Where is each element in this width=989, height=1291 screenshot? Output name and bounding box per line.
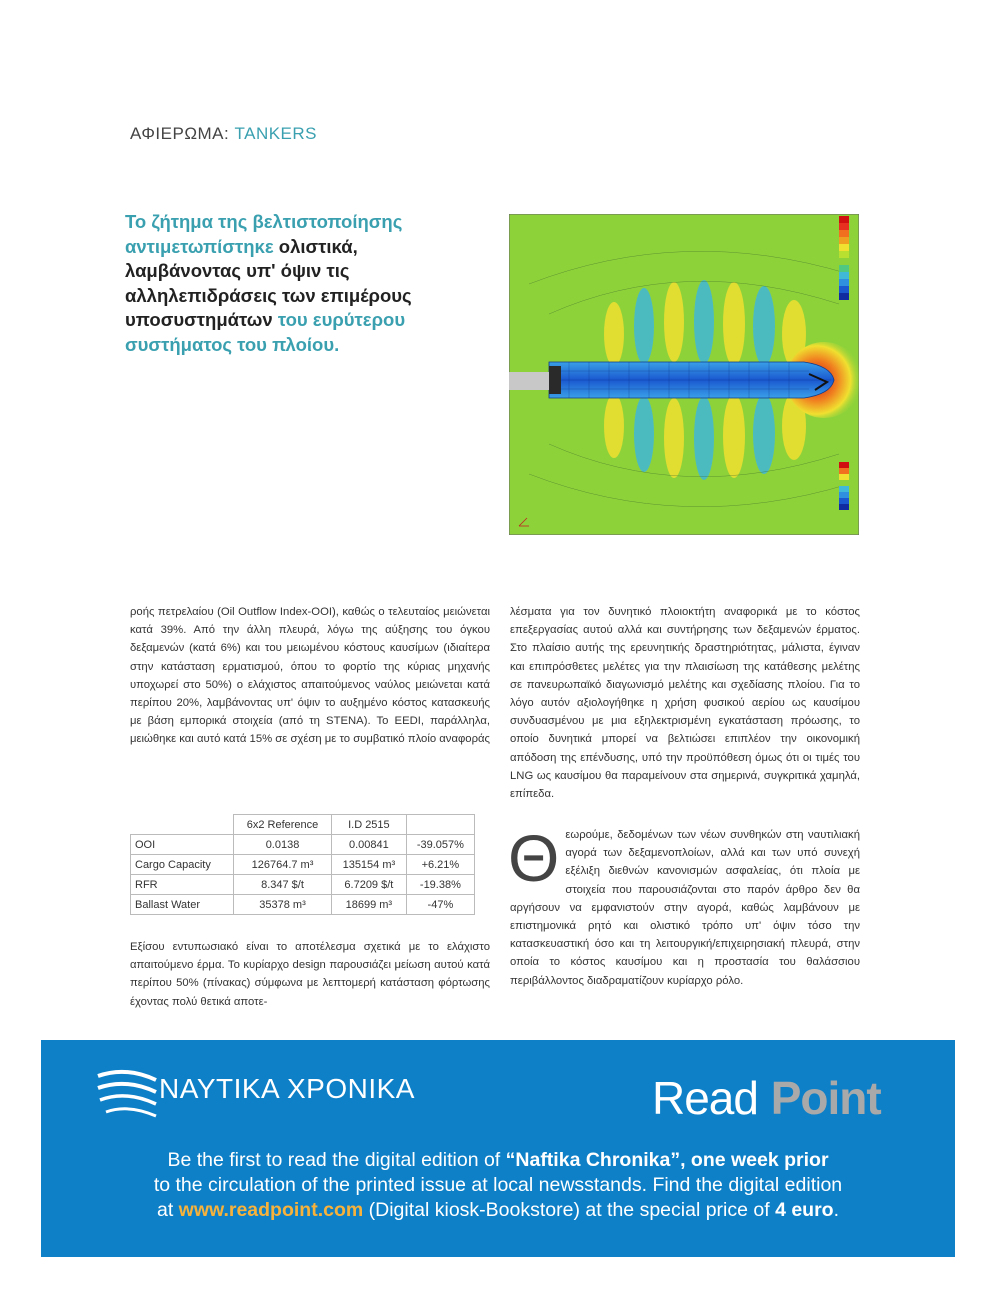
table-header-cell [131, 815, 234, 835]
table-header-cell: I.D 2515 [331, 815, 406, 835]
table-header-row [131, 815, 475, 835]
readpoint-banner[interactable] [41, 1040, 955, 1257]
pullquote-part1: Το ζήτημα της βελτιστοποίησης αντιμετωπίστηκε [125, 211, 403, 257]
pullquote [125, 210, 455, 357]
readpoint-link[interactable]: www.readpoint.com [178, 1199, 364, 1221]
body-paragraph: ροής πετρελαίου (Oil Outflow Index-OOI), καθώς ο τελευταίος μειώνεται κατά 39%. Από την άλλη πλευρά, λόγω της αύξησης του όγκου δεξαμενών (κατά 6%) και του μειωμένου κόστους καυσίμων (ιδιαίτερα στην κατάσταση ερματισμού, όπου το φορτίο της κύριας μηχανής υποχωρεί στο 50%) ο ελάχιστος απαιτούμενος ναύλος μειώνεται κατά περίπου 20%, λαμβάνοντας υπ' όψιν το αυξημένο κόστος κατασκευής με βάση εμπορικά στοιχεία (από τη STENA). Το EEDI, παράλληλα, μειώθηκε και αυτό κατά 15% σε σχέση με το συμβατικό πλοίο αναφοράς [130, 606, 490, 746]
table-row [131, 835, 475, 855]
section-topic: TANKERS [234, 124, 318, 143]
table-cell-label: OOI [131, 835, 234, 855]
section-label: ΑΦΙΕΡΩΜΑ: [130, 124, 230, 143]
brand-point: Point [770, 1072, 881, 1124]
body-paragraph: Εξίσου εντυπωσιακό είναι το αποτέλεσμα σχετικά με το ελάχιστο απαιτούμενο έρμα. Το κυρίαρχο design παρουσιάζει μείωση αυτού κατά περίπου 50% (πίνακας) σύμφωνα με λεπτομερή κατάσταση φόρτωσης έχοντας πολύ θετικά αποτε- [130, 941, 490, 1008]
table-cell: 126764.7 m³ [234, 855, 332, 875]
table-row [131, 875, 475, 895]
promo-line3b: (Digital kiosk-Bookstore) at the special price of [363, 1199, 776, 1221]
waves-logo-icon [96, 1062, 158, 1122]
promo-line3a: at [156, 1199, 179, 1221]
section-tag [130, 124, 317, 144]
table-header-cell: 6x2 Reference [234, 815, 332, 835]
table-cell: 135154 m³ [331, 855, 406, 875]
table-cell: -47% [406, 895, 474, 915]
brand-read: Read [652, 1072, 758, 1124]
table-cell: +6.21% [406, 855, 474, 875]
table-cell: 6.7209 $/t [331, 875, 406, 895]
table-cell-label: Cargo Capacity [131, 855, 234, 875]
pullquote-part3: του ευρύτερου συστήματος του πλοίου. [125, 309, 406, 355]
body-paragraph: λέσματα για τον δυνητικό πλοιοκτήτη αναφορικά με το κόστος επεξεργασίας αυτού αλλά και συντήρησης των δεξαμενών έρματος. Στο πλαίσιο αυτής της ερευνητικής δραστηριότητας, μάλιστα, έγιναν και επιπρόσθετες μελέτες για την πλαισίωση της κατάθεσης μελέτης σε πανευρωπαϊκό διαγωνισμό μελέτης και σχεδίασης πλοίου. Για το λόγο αυτόν αξιολογήθηκε η χρήση φυσικού αερίου ως καυσίμου συνδυασμένου με μια εξηλεκτρισμένη εγκατάσταση πρόωσης, το οποίο δυνητικά μπορεί να βελτιώσει επιπλέον την οικονομική απόδοση της επένδυσης, υπό την προϋπόθεση όμως ότι οι τιμές του LNG ως καυσίμου θα παραμείνουν στα σημερινά, συγκριτικά χαμηλά, επίπεδα. [510, 606, 860, 801]
cfd-wave-figure [509, 214, 859, 535]
promo-line1b: “Naftika Chronika”, one week prior [505, 1149, 829, 1171]
logo-text: ΝΑΥΤΙΚΑ ΧΡΟΝΙΚΑ [159, 1073, 415, 1104]
table-cell-label: RFR [131, 875, 234, 895]
table-cell: 18699 m³ [331, 895, 406, 915]
table-cell: 0.0138 [234, 835, 332, 855]
table-cell: 35378 m³ [234, 895, 332, 915]
table-cell: -19.38% [406, 875, 474, 895]
table-cell: -39.057% [406, 835, 474, 855]
table-cell: 8.347 $/t [234, 875, 332, 895]
table-header-cell [406, 815, 474, 835]
body-right-column-top [510, 603, 860, 803]
promo-text [41, 1148, 955, 1223]
naftika-chronika-logo [96, 1062, 446, 1122]
table-row [131, 895, 475, 915]
table-cell: 0.00841 [331, 835, 406, 855]
promo-line1a: Be the first to read the digital edition of [167, 1149, 506, 1171]
body-left-column-bottom [130, 938, 490, 1011]
body-paragraph: εωρούμε, δεδομένων των νέων συνθηκών στη ναυτιλιακή αγορά των δεξαμενοπλοίων, αλλά και των υπό συνεχή εξέλιξη διεθνών κανονισμών ασφαλείας, ότι πλοία με στοιχεία που παρουσιάζονται στο παρόν άρθρο δεν θα αργήσουν να εμφανιστούν στην αγορά, καθώς λαμβάνουν με επιστημονικά ρητό και ολιστικό τρόπο υπ' όψιν τόσο την κατασκευαστική όσο και τη λειτουργική/επιχειρησιακή πλευρά, στην οποία το κόστος καυσίμου και η προστασία του θαλάσσιου περιβάλλοντος διαδραματίζουν κυρίαρχο ρόλο. [510, 829, 860, 987]
drop-cap: Θ [508, 821, 560, 895]
body-right-column-bottom [508, 821, 860, 990]
table-cell-label: Ballast Water [131, 895, 234, 915]
body-left-column-top [130, 603, 490, 749]
pullquote-part2: ολιστικά, λαμβάνοντας υπ' όψιν τις αλληλεπιδράσεις των επιμέρους υποσυστημάτων [125, 235, 412, 330]
table-row [131, 855, 475, 875]
readpoint-brand [652, 1072, 881, 1124]
promo-line3c: . [833, 1199, 840, 1221]
promo-price: 4 euro [775, 1199, 834, 1221]
comparison-table [130, 814, 475, 915]
comparison-table-wrap [130, 814, 475, 915]
promo-line2: to the circulation of the printed issue at local newsstands. Find the digital edition [153, 1174, 843, 1196]
